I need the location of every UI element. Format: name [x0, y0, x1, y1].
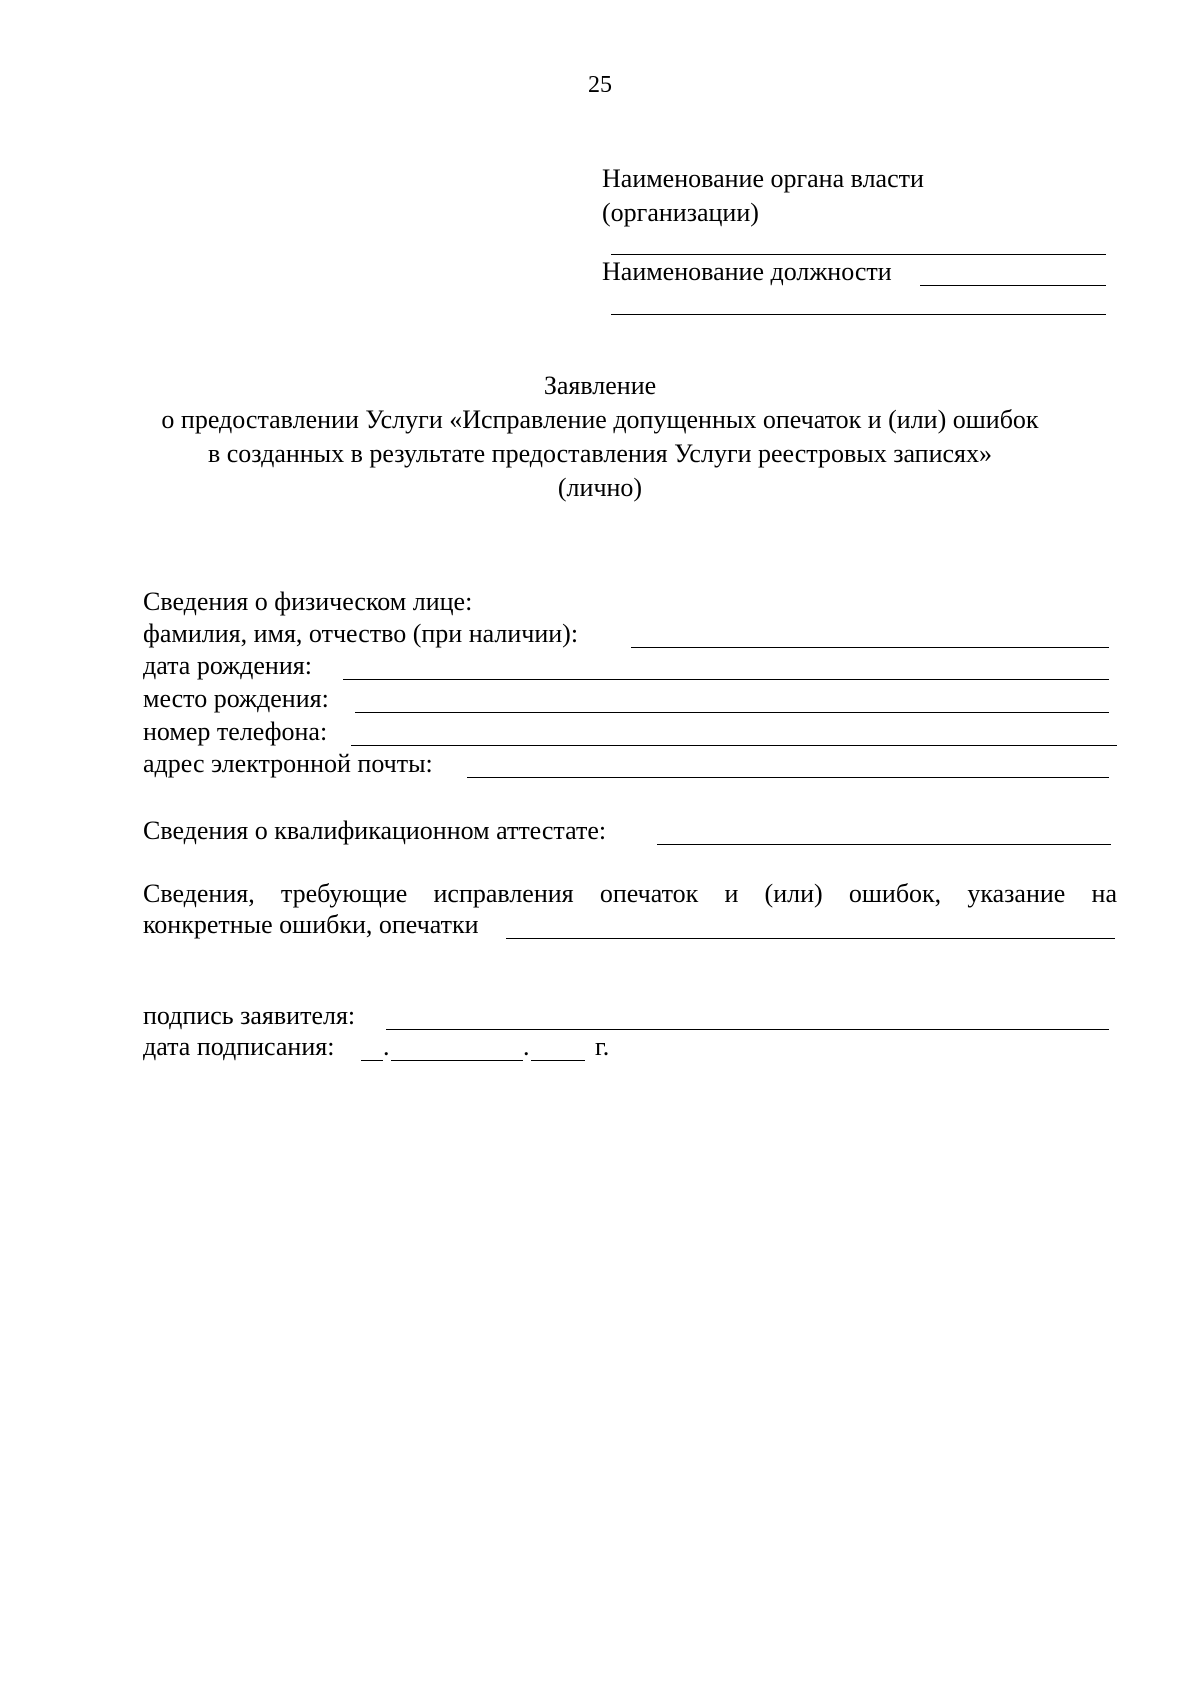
title-line-2: о предоставлении Услуги «Исправление допущенных опечаток и (или) ошибок	[161, 405, 1039, 434]
signing-month-field[interactable]	[391, 1060, 523, 1061]
authority-name-label: Наименование органа власти	[602, 164, 924, 193]
position-label: Наименование должности	[602, 257, 892, 286]
phone-field[interactable]	[351, 745, 1117, 746]
birth-date-field[interactable]	[343, 679, 1109, 680]
email-field[interactable]	[467, 777, 1109, 778]
date-separator-2: .	[523, 1032, 530, 1061]
year-suffix: г.	[595, 1032, 610, 1061]
full-name-label: фамилия, имя, отчество (при наличии):	[143, 619, 579, 648]
signature-label: подпись заявителя:	[143, 1001, 356, 1030]
birth-place-label: место рождения:	[143, 684, 329, 713]
position-field-extra[interactable]	[611, 314, 1106, 315]
personal-heading-label: Сведения о физическом лице:	[143, 587, 473, 616]
signing-day-field[interactable]	[361, 1060, 383, 1061]
corrections-label-line-2: конкретные ошибки, опечатки	[143, 910, 479, 939]
corrections-field[interactable]	[506, 938, 1115, 939]
title-line-4: (лично)	[557, 473, 643, 502]
page-number: 25	[588, 72, 612, 98]
phone-label: номер телефона:	[143, 717, 328, 746]
signature-field[interactable]	[386, 1029, 1109, 1030]
email-label: адрес электронной почты:	[143, 749, 433, 778]
certificate-label: Сведения о квалификационном аттестате:	[143, 816, 607, 845]
signing-date-label: дата подписания:	[143, 1032, 335, 1061]
full-name-field[interactable]	[631, 647, 1109, 648]
authority-name-field[interactable]	[611, 254, 1106, 255]
position-field[interactable]	[920, 285, 1106, 286]
birth-place-field[interactable]	[355, 712, 1109, 713]
signing-year-field[interactable]	[531, 1060, 585, 1061]
title-line-3: в созданных в результате предоставления Услуги реестровых записях»	[207, 439, 993, 468]
birth-date-label: дата рождения:	[143, 651, 312, 680]
date-separator-1: .	[383, 1032, 390, 1061]
certificate-field[interactable]	[657, 844, 1111, 845]
title-line-1: Заявление	[543, 371, 657, 400]
authority-name-label-cont: (организации)	[602, 198, 759, 227]
corrections-label-line-1: Сведения, требующие исправления опечаток и (или) ошибок, указание на	[143, 879, 1117, 908]
